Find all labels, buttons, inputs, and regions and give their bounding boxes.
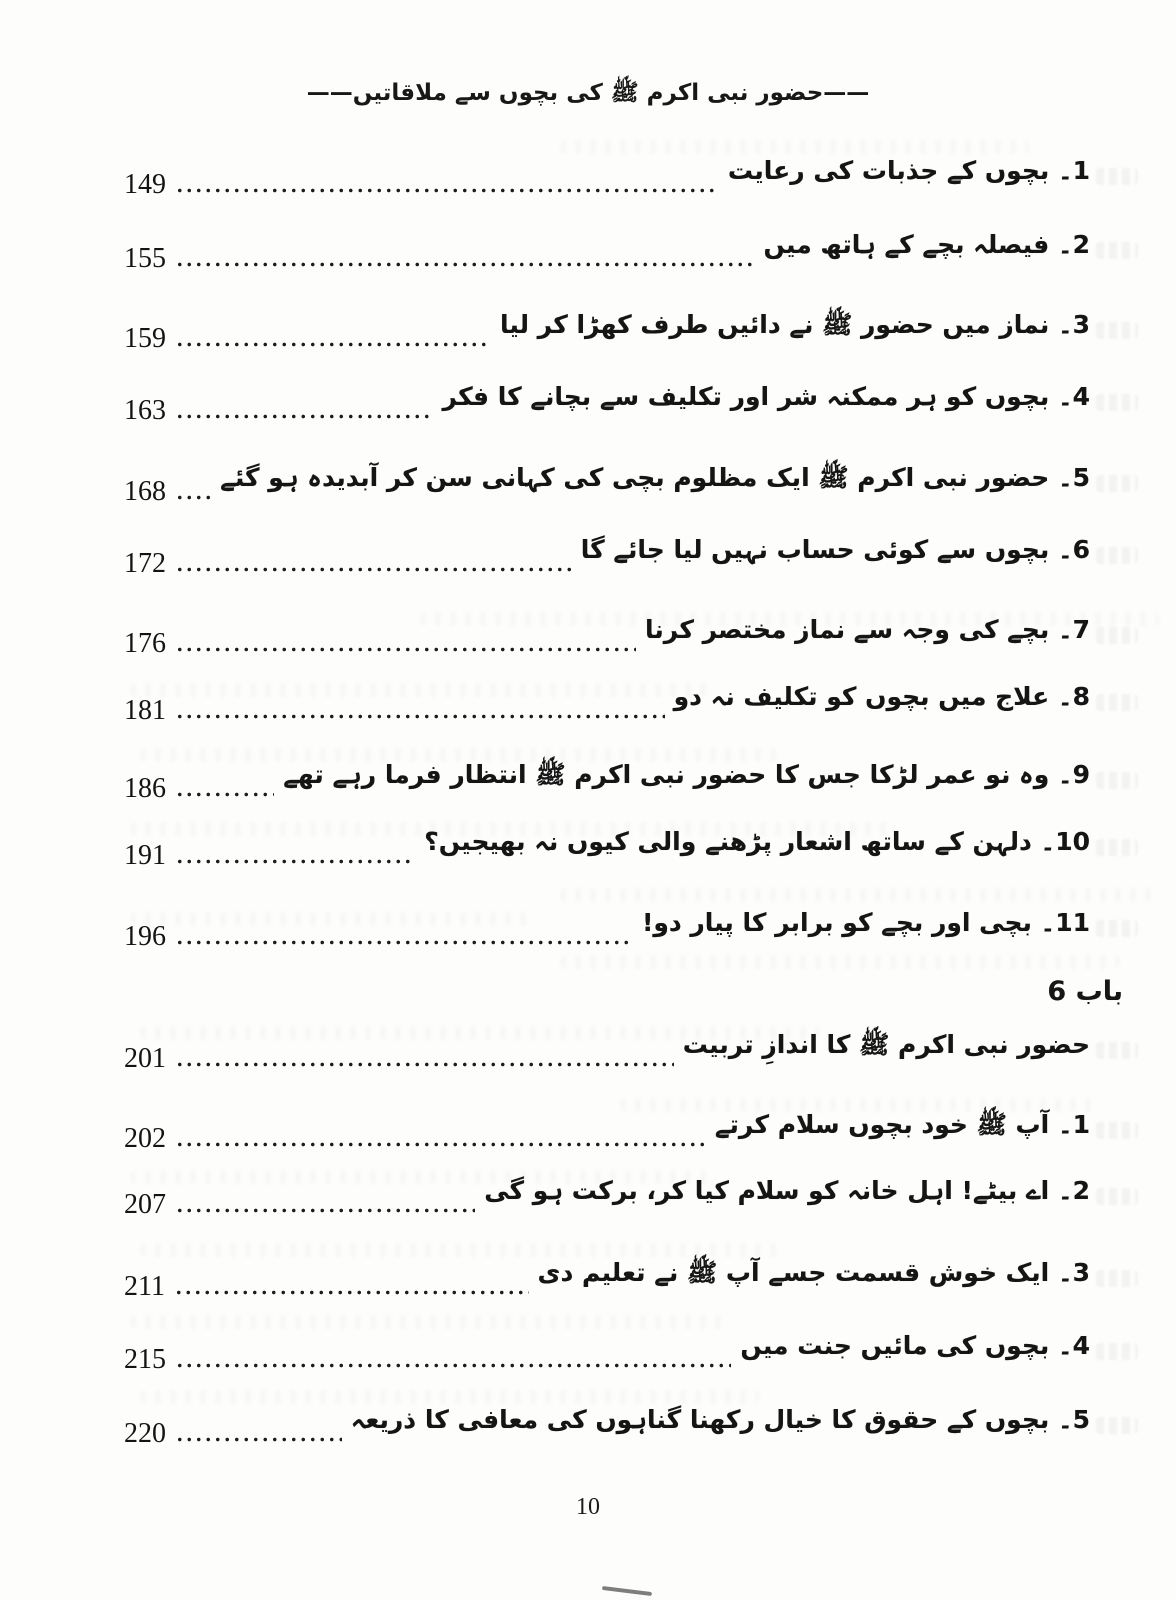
- toc-entry-title: 5۔ بچوں کے حقوق کا خیال رکھنا گناہوں کی معافی کا ذریعہ: [350, 1405, 1090, 1434]
- dot-leader: [175, 566, 572, 573]
- toc-entry-page-number: 181: [124, 694, 166, 726]
- dot-leader: [175, 858, 415, 865]
- dot-leader: [175, 791, 274, 798]
- bleedthrough-artifact: [560, 955, 1120, 969]
- toc-entry: [124, 758, 1090, 805]
- toc-entry-page-number: 159: [124, 322, 166, 354]
- toc-entry: [124, 1174, 1090, 1221]
- dot-leader: [175, 1207, 475, 1214]
- toc-entry-title: 3۔ نماز میں حضور ﷺ نے دائیں طرف کھڑا کر لیا: [499, 310, 1090, 339]
- toc-entry-title: 7۔ بچے کی وجہ سے نماز مختصر کرنا: [645, 615, 1090, 644]
- toc-entry: [124, 533, 1090, 580]
- dot-leader: [175, 413, 434, 420]
- bleedthrough-artifact: [1096, 627, 1138, 644]
- dot-leader: [174, 1289, 529, 1296]
- toc-entry: [124, 228, 1090, 275]
- toc-entry-title: 1۔ بچوں کے جذبات کی رعایت: [727, 156, 1090, 185]
- toc-entry-title: 11۔ بچی اور بچے کو برابر کا پیار دو!: [641, 908, 1090, 937]
- bleedthrough-artifact: [1096, 475, 1138, 492]
- toc-entry-title: 8۔ علاج میں بچوں کو تکلیف نہ دو: [673, 682, 1090, 711]
- toc-entry-page-number: 168: [124, 475, 166, 507]
- page-number: 10: [576, 1494, 600, 1520]
- bleedthrough-artifact: [1096, 694, 1138, 711]
- toc-entry: [124, 1108, 1090, 1155]
- bleedthrough-artifact: [1096, 322, 1138, 339]
- toc-entry-title: 3۔ ایک خوش قسمت جسے آپ ﷺ نے تعلیم دی: [537, 1258, 1090, 1287]
- bleedthrough-artifact: [1096, 1188, 1138, 1205]
- bleedthrough-artifact: [1096, 1122, 1138, 1139]
- toc-entry-title: 1۔ آپ ﷺ خود بچوں سلام کرتے: [714, 1110, 1090, 1139]
- toc-entry-page-number: 211: [124, 1270, 165, 1302]
- chapter-heading: باب 6: [1047, 976, 1123, 1007]
- toc-entry-page-number: 191: [124, 839, 166, 871]
- toc-entry: [124, 825, 1090, 872]
- toc-entry-page-number: 196: [124, 920, 166, 952]
- toc-entry: [124, 380, 1090, 427]
- toc-entry: [124, 613, 1090, 660]
- running-header: ——حضور نبی اکرم ﷺ کی بچوں سے ملاقاتیں——: [306, 80, 870, 106]
- bleedthrough-artifact: [560, 140, 1030, 154]
- dot-leader: [175, 1436, 342, 1443]
- scan-smudge: [602, 1586, 652, 1596]
- bleedthrough-artifact: [1096, 394, 1138, 411]
- toc-entry-title: 6۔ بچوں سے کوئی حساب نہیں لیا جائے گا: [580, 535, 1090, 564]
- toc-entry-page-number: 186: [124, 772, 166, 804]
- toc-entry-title: 5۔ حضور نبی اکرم ﷺ ایک مظلوم بچی کی کہانی سن کر آبدیدہ ہو گئے: [220, 463, 1090, 492]
- toc-entry-page-number: 176: [124, 627, 166, 659]
- dot-leader: [175, 1362, 731, 1369]
- toc-entry-title: 10۔ دلہن کے ساتھ اشعار پڑھنے والی کیوں نہ بھیجیں؟: [424, 827, 1090, 856]
- dot-leader: [175, 1061, 674, 1068]
- bleedthrough-artifact: [1096, 547, 1138, 564]
- toc-entry: [124, 1256, 1090, 1303]
- dot-leader: [175, 646, 636, 653]
- toc-entry-title: 4۔ بچوں کی مائیں جنت میں: [740, 1331, 1090, 1360]
- bleedthrough-artifact: [1096, 1417, 1138, 1434]
- bleedthrough-artifact: [1096, 839, 1138, 856]
- toc-entry-page-number: 201: [124, 1042, 166, 1074]
- toc-entry: [124, 1028, 1090, 1075]
- toc-entry-title: حضور نبی اکرم ﷺ کا اندازِ تربیت: [682, 1030, 1090, 1059]
- bleedthrough-artifact: [1096, 1270, 1138, 1287]
- bleedthrough-artifact: [1096, 1343, 1138, 1360]
- toc-entry-page-number: 155: [124, 242, 166, 274]
- toc-entry: [124, 680, 1090, 727]
- dot-leader: [175, 713, 665, 720]
- dot-leader: [175, 1141, 706, 1148]
- bleedthrough-artifact: [1096, 1042, 1138, 1059]
- bleedthrough-artifact: [140, 1243, 780, 1257]
- toc-entry: [124, 308, 1090, 355]
- toc-entry-title: 2۔ فیصلہ بچے کے ہاتھ میں: [763, 230, 1090, 259]
- toc-entry-title: 4۔ بچوں کو ہر ممکنہ شر اور تکلیف سے بچانے کا فکر: [442, 382, 1090, 411]
- toc-entry-page-number: 172: [124, 547, 166, 579]
- toc-entry-page-number: 163: [124, 394, 166, 426]
- bleedthrough-artifact: [1096, 772, 1138, 789]
- dot-leader: [175, 494, 211, 501]
- dot-leader: [175, 187, 719, 194]
- bleedthrough-artifact: [1096, 242, 1138, 259]
- toc-entry: [124, 154, 1090, 201]
- toc-entry-page-number: 215: [124, 1343, 166, 1375]
- toc-entry: [124, 1403, 1090, 1450]
- toc-entry-page-number: 207: [124, 1188, 166, 1220]
- bleedthrough-artifact: [1096, 920, 1138, 937]
- bleedthrough-artifact: [130, 1315, 730, 1329]
- dot-leader: [175, 341, 491, 348]
- toc-entry-page-number: 202: [124, 1122, 166, 1154]
- bleedthrough-artifact: [140, 1390, 760, 1404]
- toc-entry-page-number: 220: [124, 1417, 166, 1449]
- toc-entry-title: 9۔ وہ نو عمر لڑکا جس کا حضور نبی اکرم ﷺ انتظار فرما رہے تھے: [283, 760, 1090, 789]
- bleedthrough-artifact: [1096, 168, 1138, 185]
- dot-leader: [175, 939, 633, 946]
- bleedthrough-artifact: [560, 888, 1160, 902]
- toc-entry-title: 2۔ اے بیٹے! اہل خانہ کو سلام کیا کر، برکت ہو گی: [484, 1176, 1090, 1205]
- toc-entry: [124, 461, 1090, 508]
- toc-entry: [124, 1329, 1090, 1376]
- toc-entry: [124, 906, 1090, 953]
- toc-entry-page-number: 149: [124, 168, 166, 200]
- dot-leader: [175, 261, 755, 268]
